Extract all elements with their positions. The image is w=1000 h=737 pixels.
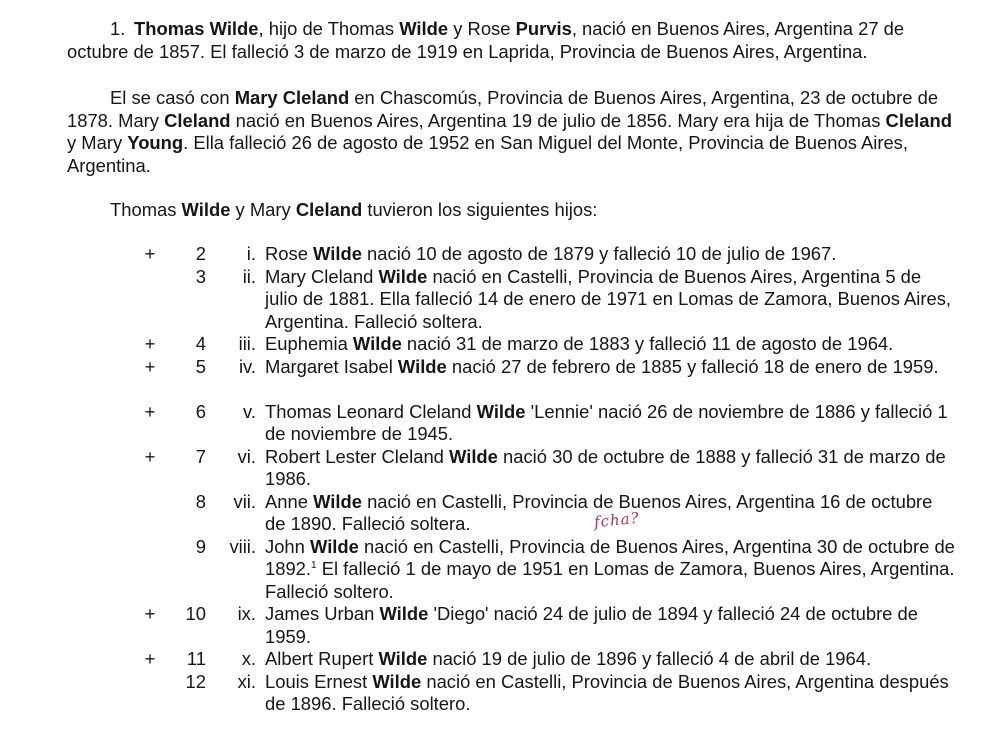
child-text	[265, 446, 955, 491]
child-details: nació 19 de julio de 1896 y falleció 4 de abril de 1964.	[427, 648, 872, 669]
child-roman: viii.	[229, 535, 256, 557]
child-roman: x.	[241, 648, 256, 669]
record-number: 1.	[110, 18, 126, 39]
record-mother-surname: Purvis	[515, 18, 572, 39]
child-given-name: James Urban	[265, 603, 380, 624]
child-roman: v.	[243, 400, 256, 422]
marriage-spouse-surname: Cleland	[164, 109, 231, 131]
child-given-name: Louis Ernest	[265, 670, 373, 692]
child-given-name: Euphemia	[265, 333, 353, 354]
marriage-text-4: . Ella falleció 26 de agosto de 1952 en San Miguel del Monte, Provincia de Buenos Aires, Argentina.	[67, 132, 908, 176]
record-rest-text: , nació en Buenos Aires, Argentina 27 de octubre de 1857. El falleció 3 de marzo de 1919 en Laprida, Provincia de Buenos Aires, Argentina.	[67, 18, 905, 62]
child-surname: Wilde	[449, 445, 498, 467]
child-surname: Wilde	[378, 265, 428, 287]
descendant-marker: +	[144, 648, 156, 669]
child-roman: vii.	[233, 490, 256, 512]
handwritten-note: fcha?	[593, 508, 641, 532]
child-details: nació 10 de agosto de 1879 y falleció 10 de julio de 1967.	[361, 243, 837, 264]
children-list	[0, 243, 1000, 716]
child-details: 'Diego' nació 24 de julio de 1894 y falleció 24 de octubre de 1959.	[265, 603, 918, 647]
child-number: 2	[195, 243, 206, 264]
list-item	[0, 356, 1000, 401]
child-details: nació en Castelli, Provincia de Buenos Aires, Argentina 16 de octubre de 1890. Falleció soltera.	[265, 490, 933, 534]
child-roman: iv.	[238, 355, 256, 377]
child-given-name: Mary Cleland	[265, 265, 379, 287]
child-details: nació en Castelli, Provincia de Buenos Aires, Argentina 30 de octubre de 1892.	[265, 535, 955, 579]
child-text	[265, 401, 955, 446]
marriage-paragraph	[67, 87, 952, 177]
child-roman: iii.	[238, 333, 256, 354]
descendant-marker: +	[144, 400, 156, 422]
child-number: 10	[185, 603, 206, 624]
descendant-marker: +	[144, 333, 156, 354]
record-mid-text: y Rose	[448, 18, 516, 39]
child-details: 'Lennie' nació 26 de noviembre de 1886 y falleció 1 de noviembre de 1945.	[265, 400, 948, 444]
list-item	[0, 401, 1000, 446]
child-roman: ii.	[242, 265, 256, 287]
child-text	[265, 671, 955, 716]
child-text	[265, 243, 955, 266]
child-number: 7	[195, 445, 206, 467]
child-roman: vi.	[237, 445, 256, 467]
child-given-name: Albert Rupert	[265, 648, 379, 669]
child-surname: Wilde	[372, 670, 422, 692]
child-roman: ix.	[237, 603, 256, 624]
child-number: 5	[195, 355, 206, 377]
list-item	[0, 243, 1000, 266]
children-intro	[110, 199, 995, 222]
child-roman: i.	[246, 243, 256, 264]
child-details: nació en Castelli, Provincia de Buenos Aires, Argentina 5 de julio de 1881. Ella falleció 14 de enero de 1971 en Lomas de Zamora, Buenos Aires, Argentina. Falleció soltera.	[265, 265, 952, 332]
list-item	[0, 671, 1000, 716]
child-text	[265, 356, 955, 379]
child-details-continued: El falleció 1 de mayo de 1951 en Lomas de Zamora, Buenos Aires, Argentina. Falleció soltero.	[265, 558, 955, 602]
child-text	[265, 266, 955, 334]
record-father-surname: Wilde	[399, 18, 449, 39]
child-surname: Wilde	[352, 333, 402, 354]
child-given-name: Anne	[265, 490, 314, 512]
child-text	[265, 603, 955, 648]
child-surname: Wilde	[313, 243, 362, 264]
child-surname: Wilde	[310, 535, 359, 557]
marriage-text-1: en Chascomús, Provincia de Buenos Aires, Argentina, 23 de octubre de 1878. Mary	[67, 87, 939, 131]
child-given-name: Thomas Leonard Cleland	[265, 400, 477, 422]
child-given-name: Rose	[265, 243, 314, 264]
marriage-text-2: nació en Buenos Aires, Argentina 19 de julio de 1856. Mary era hija de Thomas	[230, 109, 886, 131]
list-item	[0, 446, 1000, 491]
intro-text-a: Thomas	[110, 199, 182, 220]
marriage-mother-surname: Young	[127, 132, 184, 153]
child-number: 3	[195, 265, 206, 287]
child-roman: xi.	[237, 670, 256, 692]
list-item	[0, 491, 1000, 536]
marriage-text-3: y Mary	[67, 132, 128, 153]
list-item	[0, 266, 1000, 334]
child-surname: Wilde	[313, 490, 362, 512]
child-number: 11	[186, 648, 206, 669]
intro-text-c: y Mary	[230, 199, 296, 220]
child-text	[265, 648, 955, 671]
child-surname: Wilde	[378, 648, 428, 669]
list-item	[0, 333, 1000, 356]
marriage-father-surname: Cleland	[885, 109, 952, 131]
child-number: 4	[195, 333, 206, 354]
child-details: nació en Castelli, Provincia de Buenos Aires, Argentina después de 1896. Falleció soltero.	[265, 670, 949, 714]
child-number: 12	[185, 670, 206, 692]
list-item	[0, 648, 1000, 671]
record-birth-text: , hijo de Thomas	[258, 18, 400, 39]
child-text	[265, 333, 955, 356]
intro-surname-mother: Cleland	[295, 199, 363, 220]
list-item	[0, 536, 1000, 604]
intro-surname-father: Wilde	[181, 199, 231, 220]
record-name: Thomas Wilde	[134, 18, 259, 39]
child-number: 8	[195, 490, 206, 512]
child-number: 9	[195, 535, 206, 557]
record-paragraph	[67, 18, 952, 63]
child-surname: Wilde	[476, 400, 526, 422]
child-details: nació 27 de febrero de 1885 y falleció 18 de enero de 1959.	[446, 355, 939, 377]
child-surname: Wilde	[397, 355, 447, 377]
descendant-marker: +	[144, 243, 156, 264]
list-item	[0, 603, 1000, 648]
intro-text-e: tuvieron los siguientes hijos:	[362, 199, 598, 220]
marriage-spouse: Mary Cleland	[234, 87, 350, 108]
marriage-lead: El se casó con	[110, 87, 235, 108]
descendant-marker: +	[144, 603, 156, 624]
child-given-name: Robert Lester Cleland	[265, 445, 450, 467]
descendant-marker: +	[144, 445, 156, 467]
child-text	[265, 536, 955, 604]
descendant-marker: +	[144, 355, 156, 377]
child-surname: Wilde	[379, 603, 429, 624]
child-details: nació 31 de marzo de 1883 y falleció 11 de agosto de 1964.	[401, 333, 894, 354]
child-given-name: John	[265, 535, 310, 557]
child-number: 6	[195, 400, 206, 422]
child-given-name: Margaret Isabel	[265, 355, 398, 377]
footnote-marker: 1	[311, 559, 317, 571]
child-details: nació 30 de octubre de 1888 y falleció 31 de marzo de 1986.	[265, 445, 946, 489]
